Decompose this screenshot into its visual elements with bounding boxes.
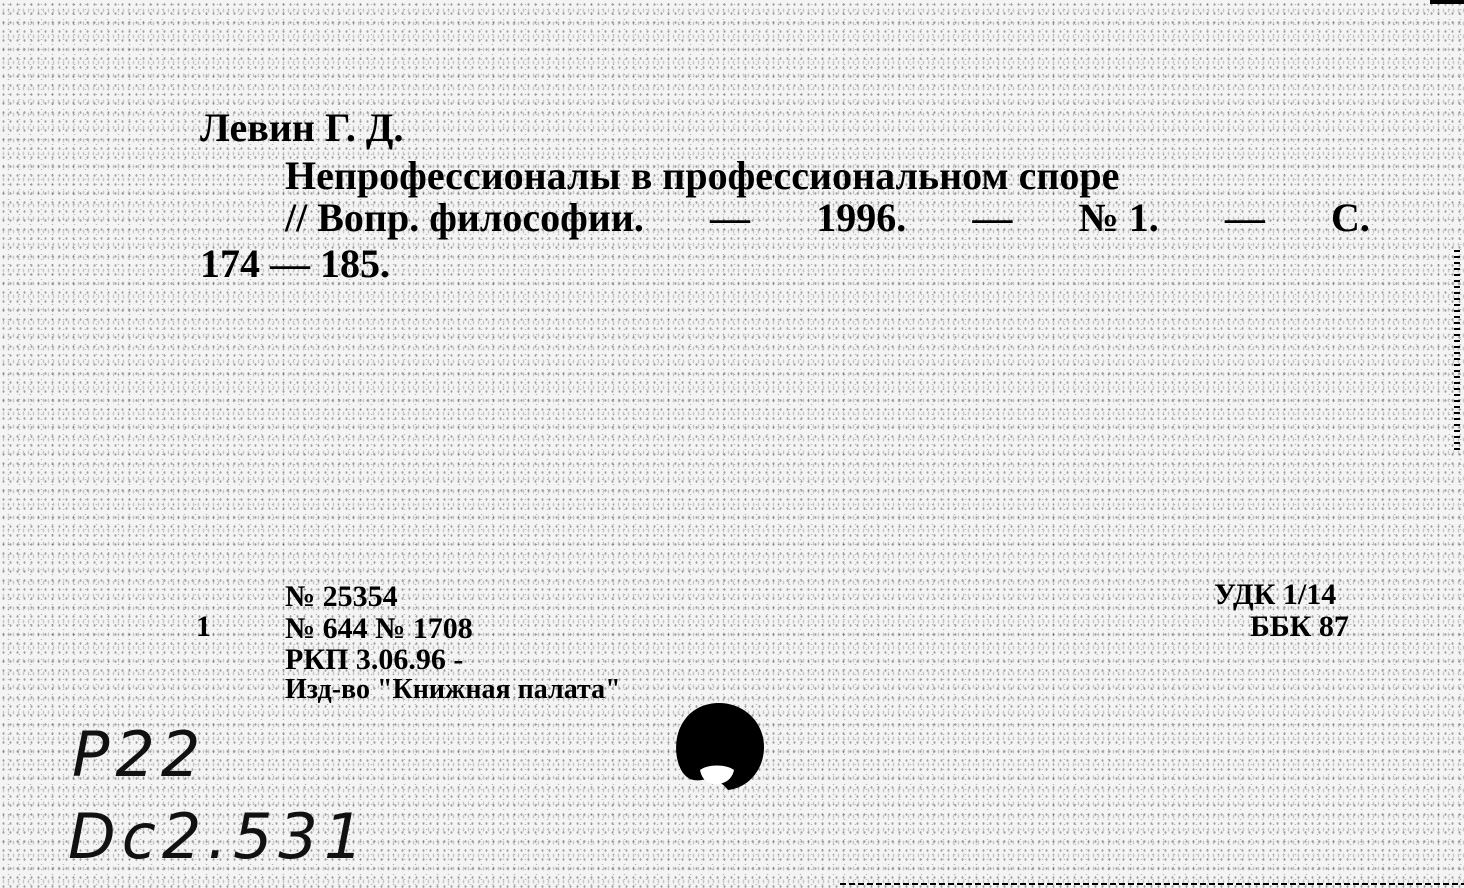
title-line-3: 174 — 185. [200,241,390,286]
pages-prefix: С. [1331,195,1370,240]
copy-marker: 1 [196,610,211,643]
card-edge-marks [1454,250,1460,450]
title-line-2 [285,194,1370,241]
card-bottom-rule [840,883,1464,885]
udk-code: УДК 1/14 [1214,578,1337,611]
catalog-numbers: № 644 № 1708 [285,612,473,645]
dash: — [972,195,1013,240]
punch-hole-icon [672,700,767,795]
dash: — [1224,195,1265,240]
author-name: Левин Г. Д. [200,105,404,150]
source-journal: // Вопр. философии. [285,195,644,240]
rkp-code: РКП 3.06.96 - [285,643,464,676]
card-edge-mark [1430,0,1464,4]
bbk-code: ББК 87 [1250,610,1349,643]
handwritten-code-2: Dc2.531 [68,800,370,873]
title-line-1: Непрофессионалы в профессиональном споре [285,153,1120,198]
dash: — [710,195,751,240]
handwritten-code-1: P22 [72,718,207,791]
publisher: Изд-во "Книжная палата" [285,674,621,705]
source-issue: № 1. [1078,195,1159,240]
record-number: № 25354 [285,580,398,613]
source-year: 1996. [816,195,907,240]
